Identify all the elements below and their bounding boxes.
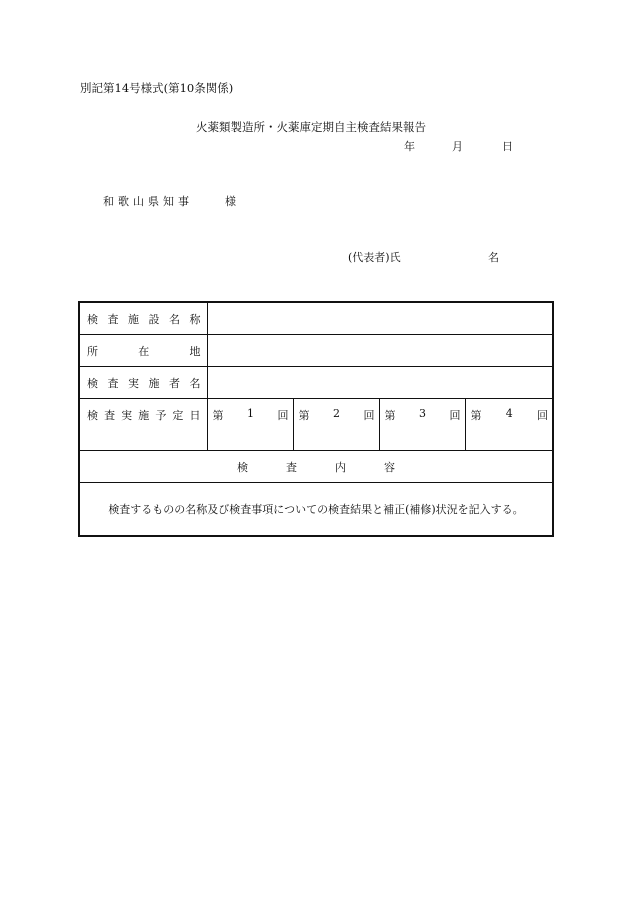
round-1-suffix: 回: [277, 409, 289, 422]
facility-row: [79, 302, 553, 335]
content-header: 検 査 内 容: [237, 460, 395, 474]
content-header-cell: [79, 451, 553, 483]
location-row: [79, 335, 553, 367]
form-number: 別記第14号様式(第10条関係): [80, 81, 234, 95]
schedule-row: [79, 399, 553, 451]
date-year-label: 年: [404, 140, 415, 153]
round-4-cell[interactable]: [465, 399, 553, 451]
inspector-label: 検 査 実 施 者 名: [87, 376, 201, 390]
round-3-prefix: 第: [384, 409, 396, 422]
round-4-number: 4: [505, 407, 513, 420]
inspector-row: [79, 367, 553, 399]
facility-input-cell[interactable]: [207, 302, 553, 335]
location-input-cell[interactable]: [207, 335, 553, 367]
round-2-prefix: 第: [298, 409, 310, 422]
content-instruction: 検査するものの名称及び検査事項についての検査結果と補正(補修)状況を記入する。: [108, 503, 524, 516]
round-3-cell[interactable]: [379, 399, 465, 451]
round-4-suffix: 回: [537, 409, 548, 422]
inspection-form-table: [78, 301, 554, 537]
round-2-suffix: 回: [363, 409, 375, 422]
content-body-cell[interactable]: [79, 483, 553, 537]
facility-label: 検 査 施 設 名 称: [87, 312, 201, 326]
round-1-prefix: 第: [212, 409, 224, 422]
inspector-label-cell: [79, 367, 207, 399]
round-4-prefix: 第: [470, 409, 482, 422]
facility-label-cell: [79, 302, 207, 335]
location-label-cell: [79, 335, 207, 367]
representative-name-suffix: 名: [488, 251, 499, 264]
representative-label: (代表者)氏: [348, 251, 401, 264]
round-1-cell[interactable]: [207, 399, 293, 451]
document-title: 火薬類製造所・火薬庫定期自主検査結果報告: [196, 120, 426, 134]
schedule-label: 検 査 実 施 予 定 日: [87, 409, 201, 422]
round-2-number: 2: [333, 407, 340, 420]
schedule-label-cell: [79, 399, 207, 451]
addressee-honorific: 様: [225, 195, 236, 208]
addressee-name: 和歌山県知事: [103, 195, 193, 208]
content-header-row: [79, 451, 553, 483]
date-month-label: 月: [452, 140, 463, 153]
date-day-label: 日: [502, 140, 513, 153]
inspector-input-cell[interactable]: [207, 367, 553, 399]
content-body-row: [79, 483, 553, 537]
round-2-cell[interactable]: [293, 399, 379, 451]
round-1-number: 1: [247, 407, 254, 420]
location-label: 所 在 地: [87, 344, 201, 358]
round-3-suffix: 回: [449, 409, 461, 422]
round-3-number: 3: [419, 407, 426, 420]
